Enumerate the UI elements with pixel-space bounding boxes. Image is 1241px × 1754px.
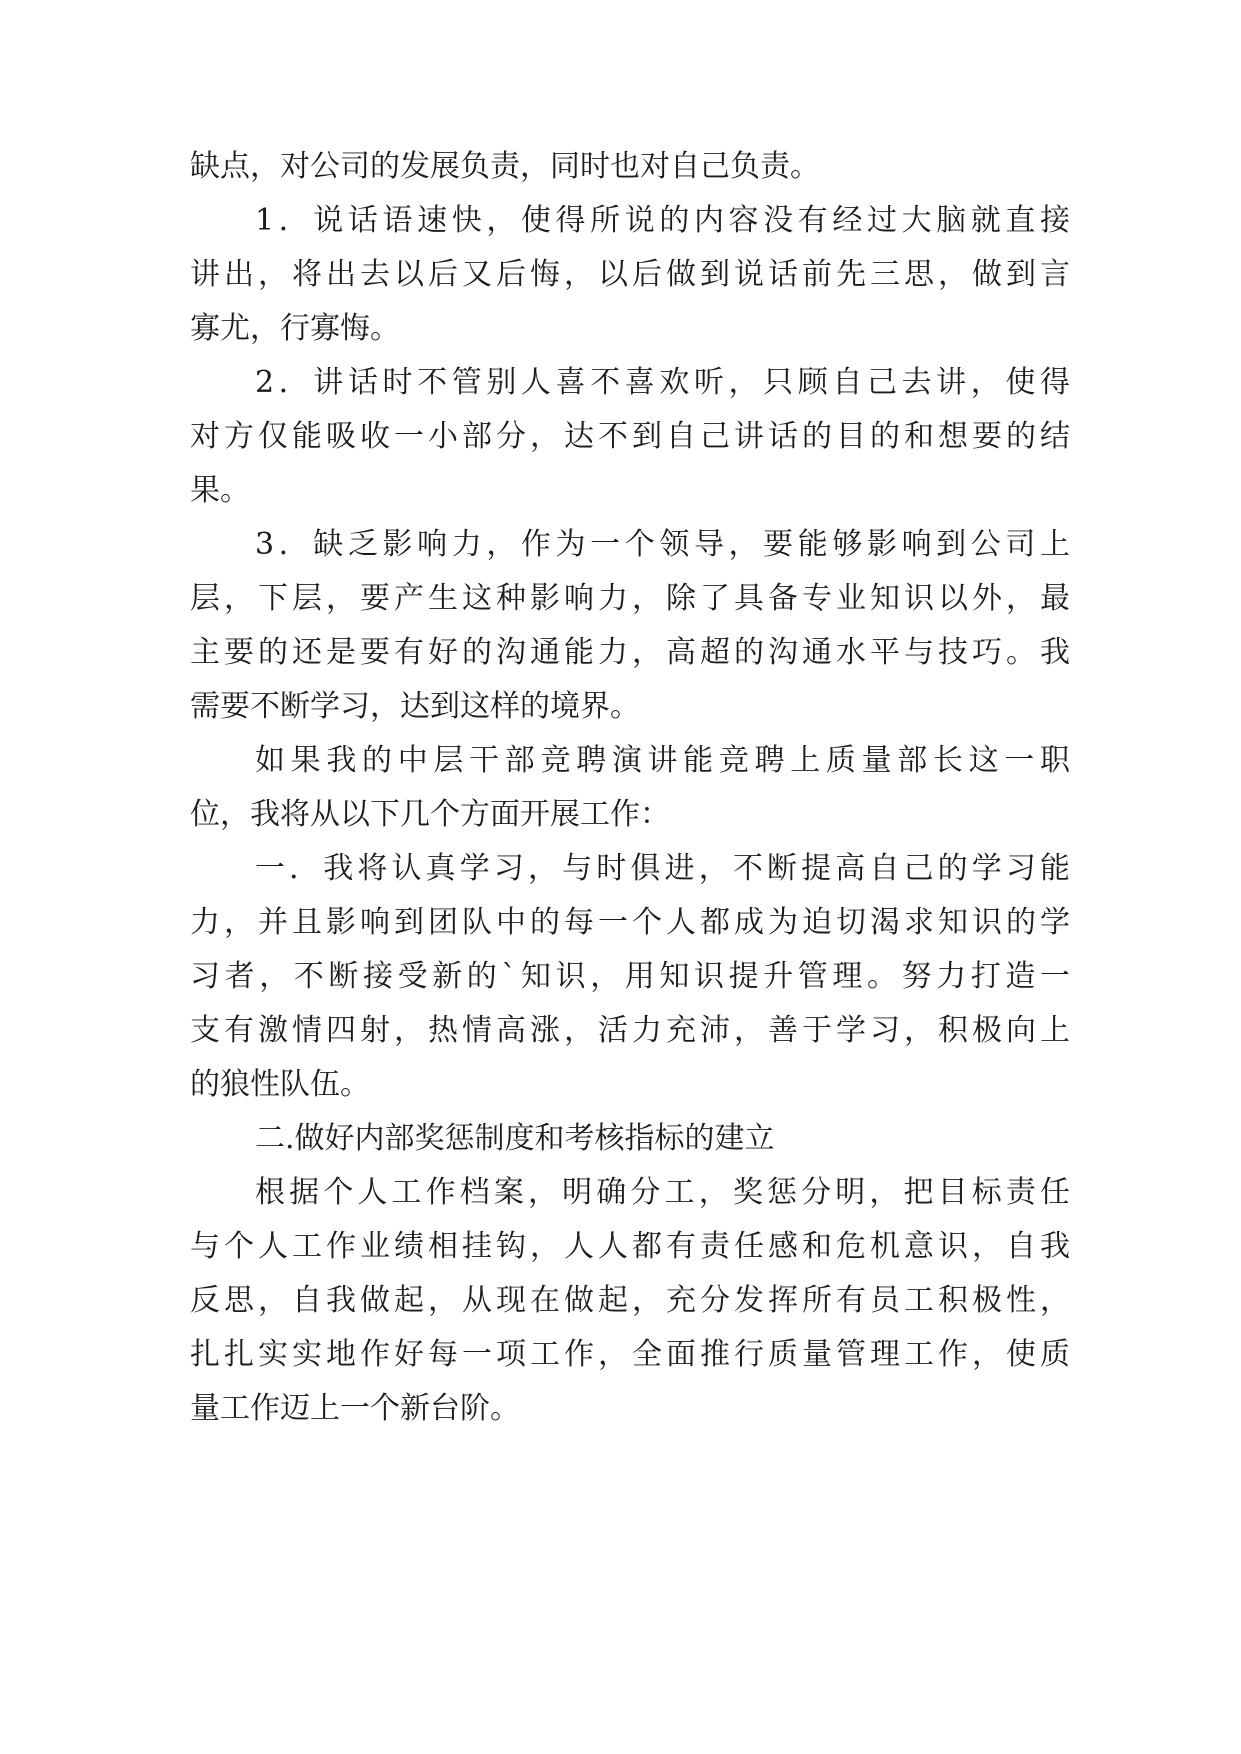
text-line: 的狼性队伍。	[190, 1067, 370, 1102]
text-line: 需要不断学习，达到这样的境界。	[190, 689, 640, 724]
text-line: 位，我将从以下几个方面开展工作：	[190, 797, 670, 832]
text-line: 讲出，将出去以后又后悔，以后做到说话前先三思，做到言	[190, 257, 1070, 292]
text-line: 层，下层，要产生这种影响力，除了具备专业知识以外，最	[190, 581, 1070, 616]
text-line: 力，并且影响到团队中的每一个人都成为迫切渴求知识的学	[190, 905, 1070, 940]
text-line: 主要的还是要有好的沟通能力，高超的沟通水平与技巧。我	[190, 635, 1070, 670]
text-line: 根据个人工作档案，明确分工，奖惩分明，把目标责任	[255, 1175, 1070, 1210]
text-line: 缺点，对公司的发展负责，同时也对自己负责。	[190, 149, 820, 184]
text-line: 对方仅能吸收一小部分，达不到自己讲话的目的和想要的结	[190, 419, 1070, 454]
text-line: 寡尤，行寡悔。	[190, 311, 400, 346]
text-line: 3．缺乏影响力，作为一个领导，要能够影响到公司上	[255, 527, 1070, 562]
text-line: 与个人工作业绩相挂钩，人人都有责任感和危机意识，自我	[190, 1229, 1070, 1264]
text-line: 习者，不断接受新的`知识，用知识提升管理。努力打造一	[190, 959, 1070, 994]
text-line: 果。	[190, 473, 250, 508]
text-line: 如果我的中层干部竞聘演讲能竞聘上质量部长这一职	[255, 743, 1070, 778]
text-line: 量工作迈上一个新台阶。	[190, 1391, 520, 1426]
text-line: 反思，自我做起，从现在做起，充分发挥所有员工积极性，	[190, 1283, 1070, 1318]
text-line: 一．我将认真学习，与时俱进，不断提高自己的学习能	[255, 851, 1070, 886]
text-line: 支有激情四射，热情高涨，活力充沛，善于学习，积极向上	[190, 1013, 1070, 1048]
text-line: 1．说话语速快，使得所说的内容没有经过大脑就直接	[255, 203, 1070, 238]
text-line: 扎扎实实地作好每一项工作，全面推行质量管理工作，使质	[190, 1337, 1070, 1372]
text-line: 2．讲话时不管别人喜不喜欢听，只顾自己去讲，使得	[255, 365, 1070, 400]
text-line: 二.做好内部奖惩制度和考核指标的建立	[255, 1121, 775, 1156]
